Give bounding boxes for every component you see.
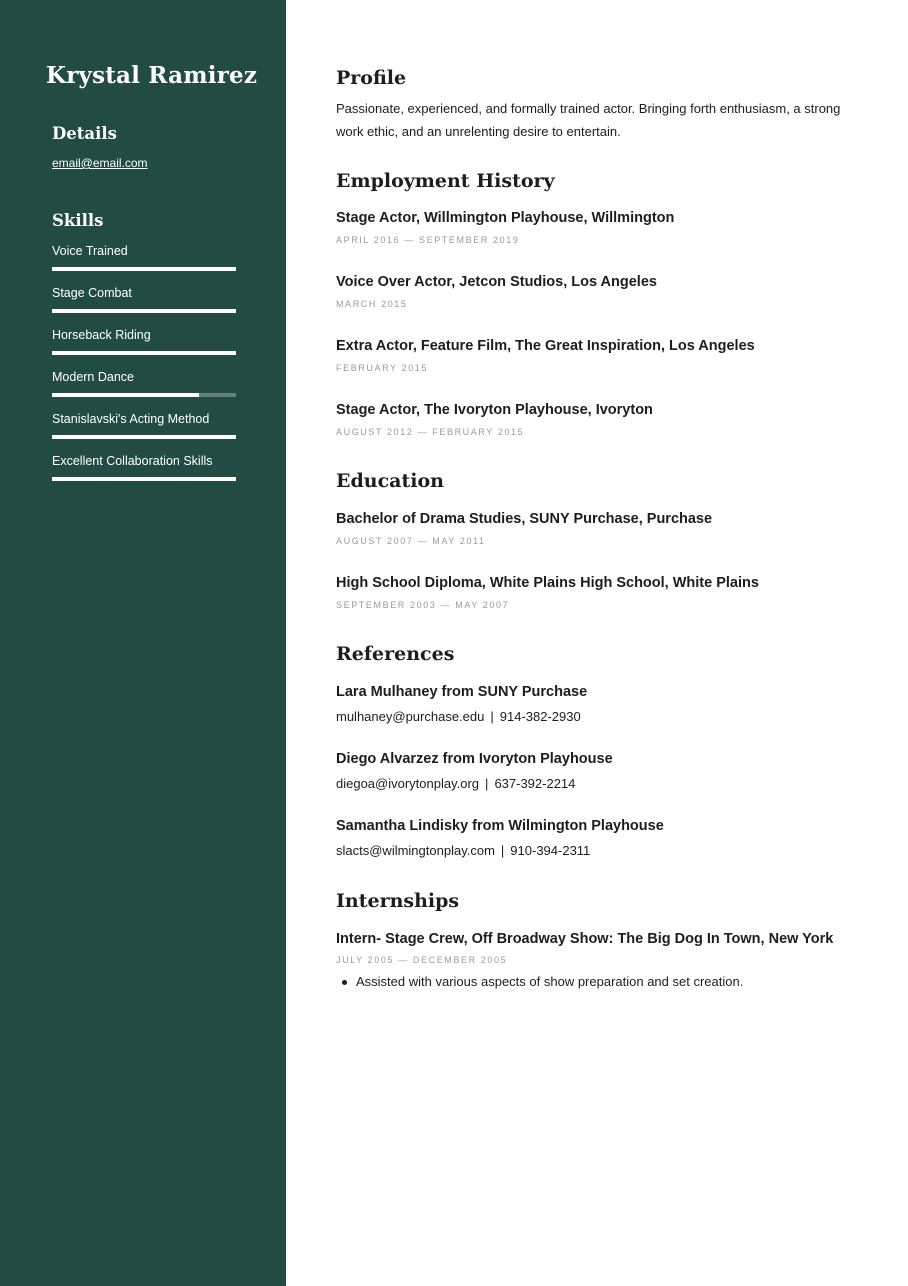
skill-label: Modern Dance <box>52 370 134 384</box>
employment-date: APRIL 2016 — SEPTEMBER 2019 <box>336 235 520 245</box>
reference-phone[interactable]: 914-382-2930 <box>499 709 581 724</box>
skill-item <box>52 453 236 495</box>
email-link[interactable]: email@email.com <box>52 156 148 170</box>
employment-title: Stage Actor, Willmington Playhouse, Willmington <box>336 210 675 226</box>
employment-title: Stage Actor, The Ivoryton Playhouse, Ivoryton <box>336 402 653 418</box>
education-title: Bachelor of Drama Studies, SUNY Purchase, Purchase <box>336 511 713 527</box>
employment-date: MARCH 2015 <box>336 299 408 309</box>
skills-list <box>52 243 236 495</box>
skill-level-bar <box>52 309 236 313</box>
skill-level-bar <box>52 435 236 439</box>
skill-level-fill <box>52 393 199 397</box>
internship-title: Intern- Stage Crew, Off Broadway Show: The Big Dog In Town, New York <box>336 931 834 947</box>
skill-item <box>52 243 236 285</box>
education-date: AUGUST 2007 — MAY 2011 <box>336 536 486 546</box>
internship-date: JULY 2005 — DECEMBER 2005 <box>336 955 508 965</box>
bullet-dot-icon <box>342 980 347 985</box>
education-heading: Education <box>336 470 444 492</box>
skill-level-fill <box>52 435 236 439</box>
internship-bullet-text: Assisted with various aspects of show preparation and set creation. <box>356 974 744 989</box>
skill-label: Excellent Collaboration Skills <box>52 454 213 468</box>
skill-item <box>52 327 236 369</box>
reference-name: Samantha Lindisky from Wilmington Playhouse <box>336 818 664 834</box>
candidate-name: Krystal Ramirez <box>46 62 258 89</box>
employment-date: FEBRUARY 2015 <box>336 363 429 373</box>
employment-heading: Employment History <box>336 170 555 192</box>
employment-title: Voice Over Actor, Jetcon Studios, Los Angeles <box>336 274 657 290</box>
skill-level-fill <box>52 477 236 481</box>
details-heading: Details <box>52 124 117 143</box>
skill-label: Voice Trained <box>52 244 128 258</box>
profile-text: Passionate, experienced, and formally trained actor. Bringing forth enthusiasm, a strong work ethic, and an unrelenting desire to entertain. <box>336 101 841 139</box>
skill-level-bar <box>52 477 236 481</box>
internships-heading: Internships <box>336 890 460 912</box>
skill-level-bar <box>52 351 236 355</box>
skill-label: Stage Combat <box>52 286 132 300</box>
skill-level-bar <box>52 267 236 271</box>
references-heading: References <box>336 643 455 665</box>
education-date: SEPTEMBER 2003 — MAY 2007 <box>336 600 510 610</box>
skill-item <box>52 369 236 411</box>
employment-title: Extra Actor, Feature Film, The Great Inspiration, Los Angeles <box>336 338 755 354</box>
reference-name: Lara Mulhaney from SUNY Purchase <box>336 684 588 700</box>
reference-separator: | <box>485 776 489 791</box>
internship-bullet <box>356 974 743 989</box>
reference-phone[interactable]: 637-392-2214 <box>494 776 576 791</box>
skill-item <box>52 411 236 453</box>
reference-separator: | <box>500 843 505 858</box>
reference-contact <box>336 709 581 724</box>
education-title: High School Diploma, White Plains High School, White Plains <box>336 575 759 591</box>
reference-email[interactable]: slacts@wilmingtonplay.com <box>336 843 495 858</box>
skill-level-fill <box>52 351 236 355</box>
reference-email[interactable]: mulhaney@purchase.edu <box>336 709 485 724</box>
reference-phone[interactable]: 910-394-2311 <box>510 843 591 858</box>
skill-label: Horseback Riding <box>52 328 151 342</box>
skill-level-bar <box>52 393 236 397</box>
reference-contact <box>336 843 590 858</box>
skill-item <box>52 285 236 327</box>
skill-level-fill <box>52 309 236 313</box>
reference-name: Diego Alvarzez from Ivoryton Playhouse <box>336 751 613 767</box>
skills-heading: Skills <box>52 211 104 230</box>
profile-heading: Profile <box>336 67 407 89</box>
skill-label: Stanislavski's Acting Method <box>52 412 210 426</box>
reference-email[interactable]: diegoa@ivorytonplay.org <box>336 776 480 791</box>
sidebar <box>0 0 286 1286</box>
skill-level-fill <box>52 267 236 271</box>
employment-date: AUGUST 2012 — FEBRUARY 2015 <box>336 427 525 437</box>
reference-contact <box>336 776 575 791</box>
reference-separator: | <box>490 709 494 724</box>
